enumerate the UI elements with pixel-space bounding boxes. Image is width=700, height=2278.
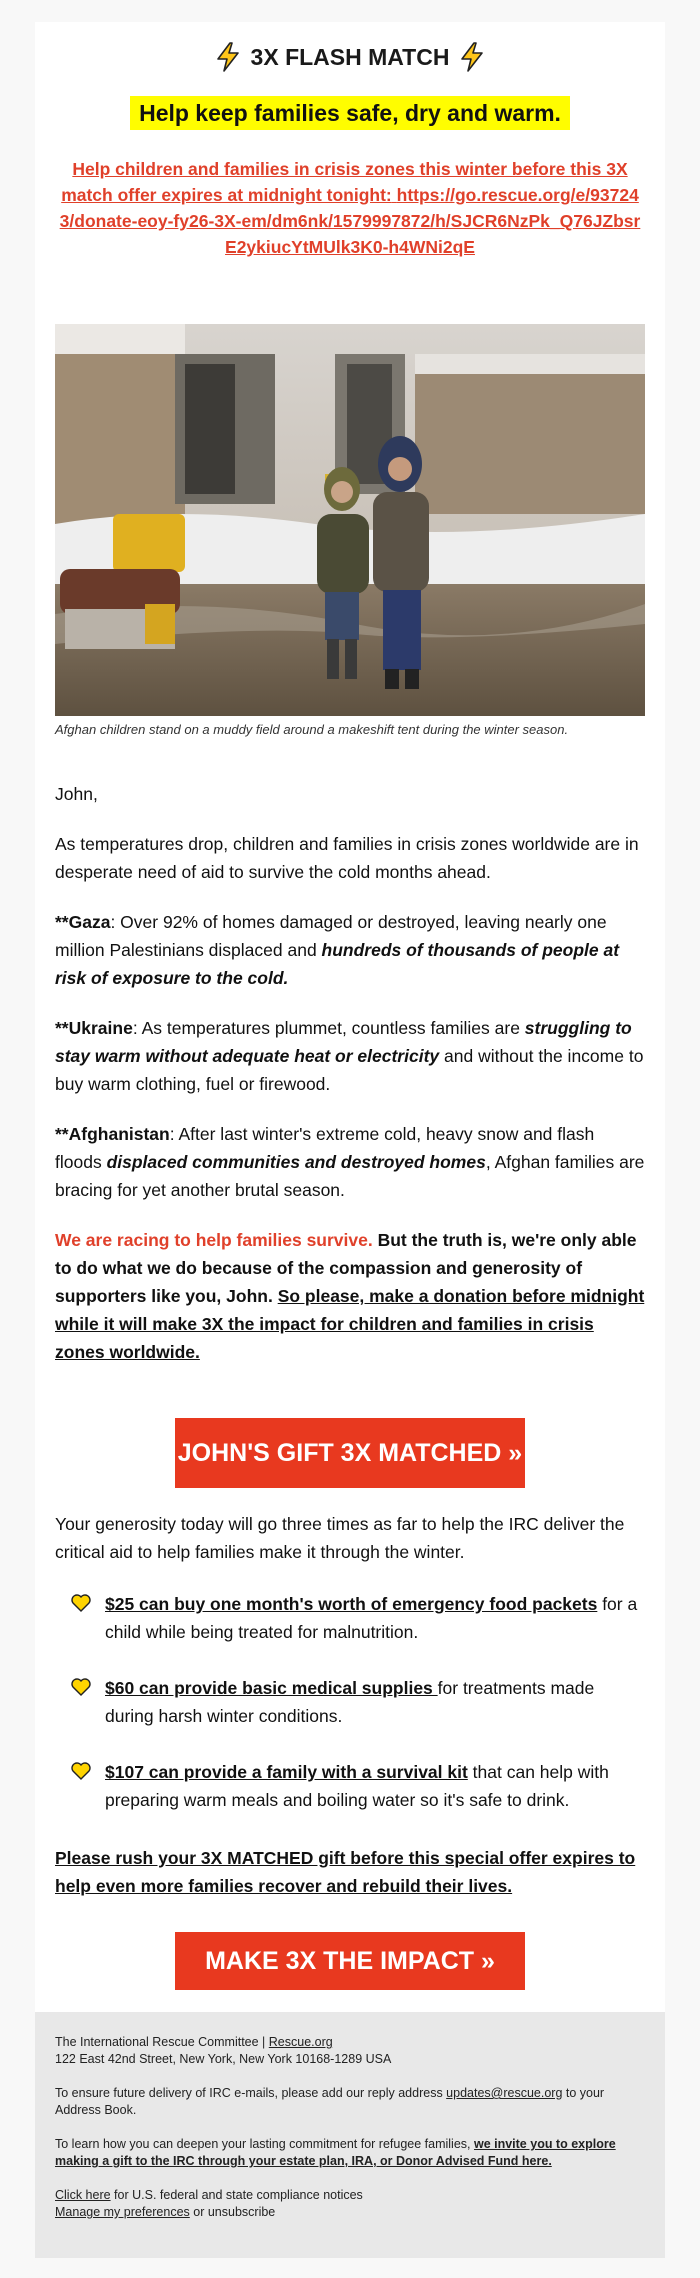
manage-preferences-link[interactable]: Manage my preferences [55,2205,190,2219]
email-card: 3X FLASH MATCH Help keep families safe, dry and warm. Help children and families in crisis zones this winter before this 3X match offer expires at midnight tonight: https://go.rescue.org/e/937243/donate-eoy-fy26-3X-em/dm6nk/1579997872/h/SJCR6NzPk_Q76JZbsrE2ykiucYtMUlk3K0-h4WNi2qE Afghan children stand on a muddy field around a makeshift tent during the winter season. John, As temperatures drop, children and families in crisis zones worldwide are in desperate need of aid to survive the cold months ahead. **Gaza: Over 92% of homes damaged or destroyed, leaving nearly one million Palestinians displaced and hundreds of thousands of people at risk of exposure to the cold. **Ukraine: As temperatures plummet, countless families are struggling to stay warm without adequate heat or electricity and without the income to buy warm clothing, fuel or firewood. **Afghanistan: After last winter's extreme cold, heavy snow and flash floods displaced communities and destroyed homes, Afghan families are bracing for yet another brutal season. We are racing to help families survive. But the truth is, we're only able to do what we do because of the compassion and generosity of supporters like you, John. So please, make a donation before midnight while it will make 3X the impact for children and families in crisis zones worldwide. JOHN'S GIFT 3X MATCHED » Your generosity today will go three times as far to help the IRC deliver the critical aid to help families make it through the winter. $25 can buy one month's worth of emergency food packets for a child while being treated for malnutrition. $60 can provide basic medical supplies for treatments made during harsh winter conditions. $107 can provide a family with a survival kit that can help with preparing warm meals and boiling water so it's safe to drink. Please rush your 3X MATCHED gift before this special offer expires to help even more families recover and rebuild their lives. MAKE 3X THE IMPACT » [35,22,665,2012]
ukraine-paragraph: **Ukraine: As temperatures plummet, countless families are struggling to stay warm without adequate heat or electricity and without the income to buy warm clothing, fuel or firewood. [55,1018,644,1094]
rescue-org-link[interactable]: Rescue.org [268,2035,333,2049]
gift-matched-button[interactable]: JOHN'S GIFT 3X MATCHED » [175,1418,525,1488]
footer-compliance: Click here for U.S. federal and state compliance notices [55,2188,363,2202]
highlight-banner: Help keep families safe, dry and warm. [130,96,570,130]
rush-paragraph [55,1844,645,1900]
donate-url[interactable]: https://go.rescue.org/e/937243/donate-eoy-fy26-3X-em/dm6nk/1579997872/h/SJCR6NzPk_Q76JZbsrE2ykiucYtMUlk3K0-h4WNi2qE [59,185,641,257]
photo-caption: Afghan children stand on a muddy field around a makeshift tent during the winter season. [55,722,569,737]
appeal-link[interactable]: So please, make a donation before midnight while it will make 3X the impact for children and families in crisis zones worldwide. [55,1286,645,1362]
lead-link[interactable]: Help children and families in crisis zones this winter before this 3X match offer expires at midnight tonight: https://go.rescue.org/e/937243/donate-eoy-fy26-3X-em/dm6nk/1579997872/h/SJCR6NzPk_Q76JZbsrE2ykiucYtMUlk3K0-h4WNi2qE [59,159,641,257]
lightning-bolt-icon [459,42,485,72]
email-title [35,42,665,72]
afghan-children-photo [55,324,645,716]
impact-link-107[interactable]: $107 can provide a family with a survival kit [105,1762,468,1782]
rush-link[interactable]: Please rush your 3X MATCHED gift before this special offer expires to help even more families recover and rebuild their lives. [55,1848,636,1896]
hero-photo[interactable] [55,324,645,716]
make-3x-impact-button[interactable]: MAKE 3X THE IMPACT » [175,1932,525,1990]
title-text: 3X FLASH MATCH [250,43,450,70]
reply-email-link[interactable]: updates@rescue.org [446,2086,563,2100]
generosity-paragraph: Your generosity today will go three times as far to help the IRC deliver the critical aid to help families make it through the winter. [55,1514,625,1562]
footer-org: The International Rescue Committee | Rescue.org [55,2035,333,2049]
yellow-heart-icon [71,1594,91,1612]
impact-link-25[interactable]: $25 can buy one month's worth of emergency food packets [105,1594,598,1614]
lightning-bolt-icon [215,42,241,72]
footer-legacy: To learn how you can deepen your lasting commitment for refugee families, we invite you to explore making a gift to the IRC through your estate plan, IRA, or Donor Advised Fund here. [55,2137,616,2168]
afghanistan-paragraph: **Afghanistan: After last winter's extreme cold, heavy snow and flash floods displaced communities and destroyed homes, Afghan families are bracing for yet another brutal season. [55,1124,645,1200]
yellow-heart-icon [71,1678,91,1696]
gaza-paragraph: **Gaza: Over 92% of homes damaged or destroyed, leaving nearly one million Palestinians displaced and hundreds of thousands of people at risk of exposure to the cold. [55,912,620,988]
unsubscribe-text[interactable]: or unsubscribe [189,2205,276,2219]
legacy-gift-link[interactable]: we invite you to explore making a gift to the IRC through your estate plan, IRA, or Donor Advised Fund here. [55,2137,616,2168]
impact-link-60[interactable]: $60 can provide basic medical supplies [105,1678,438,1698]
footer-address: 122 East 42nd Street, New York, New York 10168-1289 USA [55,2052,392,2066]
appeal-paragraph: We are racing to help families survive. But the truth is, we're only able to do what we do because of the compassion and generosity of supporters like you, John. So please, make a donation before midnight while it will make 3X the impact for children and families in crisis zones worldwide. [55,1230,645,1362]
compliance-link[interactable]: Click here [55,2188,111,2202]
intro-paragraph: As temperatures drop, children and families in crisis zones worldwide are in desperate need of aid to survive the cold months ahead. [55,834,639,882]
lead-link-block[interactable] [55,156,645,260]
footer-preferences [55,2204,645,2221]
footer-delivery: To ensure future delivery of IRC e-mails, please add our reply address updates@rescue.org to your Address Book. [55,2086,605,2117]
email-footer [35,2012,665,2258]
yellow-heart-icon [71,1762,91,1780]
greeting: John, [55,784,98,804]
